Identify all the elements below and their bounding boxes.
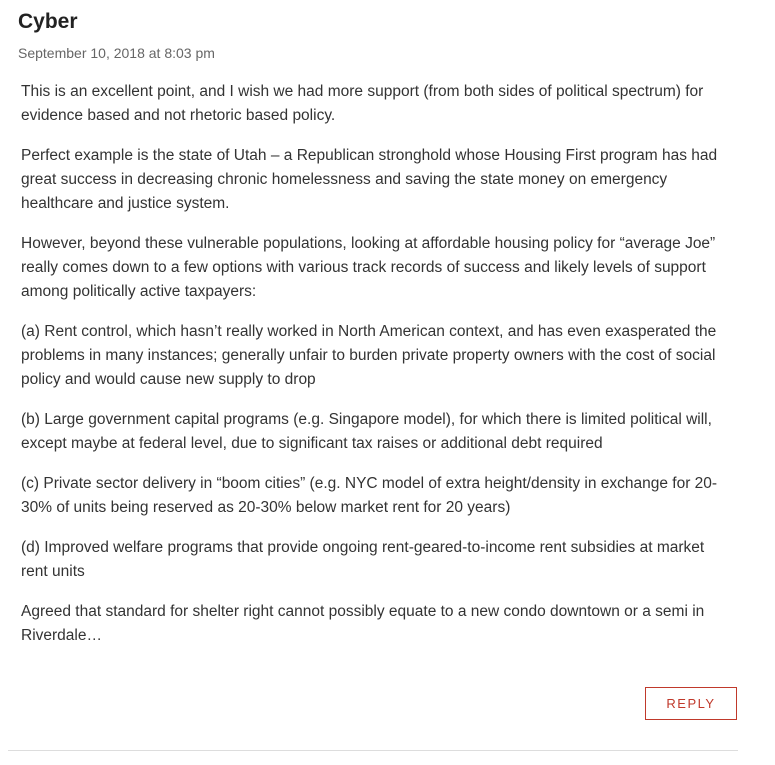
comment-date: September 10, 2018 at 8:03 pm bbox=[18, 45, 215, 61]
comment-paragraph: (a) Rent control, which hasn’t really worked in North American context, and has even exasperated the problems in many instances; generally unfair to burden private property owners with the cost of social policy and would cause new supply to drop bbox=[21, 323, 717, 388]
comment-paragraph: (b) Large government capital programs (e.g. Singapore model), for which there is limited political will, except maybe at federal level, due to significant tax raises or additional debt required bbox=[21, 411, 712, 452]
comment-body bbox=[21, 80, 721, 664]
comment-paragraph: (d) Improved welfare programs that provide ongoing rent-geared-to-income rent subsidies at market rent units bbox=[21, 539, 705, 580]
comment-paragraph: This is an excellent point, and I wish we had more support (from both sides of political spectrum) for evidence based and not rhetoric based policy. bbox=[21, 83, 704, 124]
comment-paragraph: However, beyond these vulnerable populations, looking at affordable housing policy for “average Joe” really comes down to a few options with various track records of success and likely levels of support among politically active taxpayers: bbox=[21, 235, 716, 300]
comment-author: Cyber bbox=[18, 10, 78, 33]
comment-paragraph: (c) Private sector delivery in “boom cities” (e.g. NYC model of extra height/density in exchange for 20-30% of units being reserved as 20-30% below market rent for 20 years) bbox=[21, 475, 718, 516]
comment-paragraph: Perfect example is the state of Utah – a Republican stronghold whose Housing First program has had great success in decreasing chronic homelessness and saving the state money on emergency healthcare and justice system. bbox=[21, 147, 718, 212]
comment-paragraph: Agreed that standard for shelter right cannot possibly equate to a new condo downtown or a semi in Riverdale… bbox=[21, 603, 705, 644]
comment-divider bbox=[8, 750, 738, 751]
reply-button[interactable]: REPLY bbox=[645, 687, 737, 720]
